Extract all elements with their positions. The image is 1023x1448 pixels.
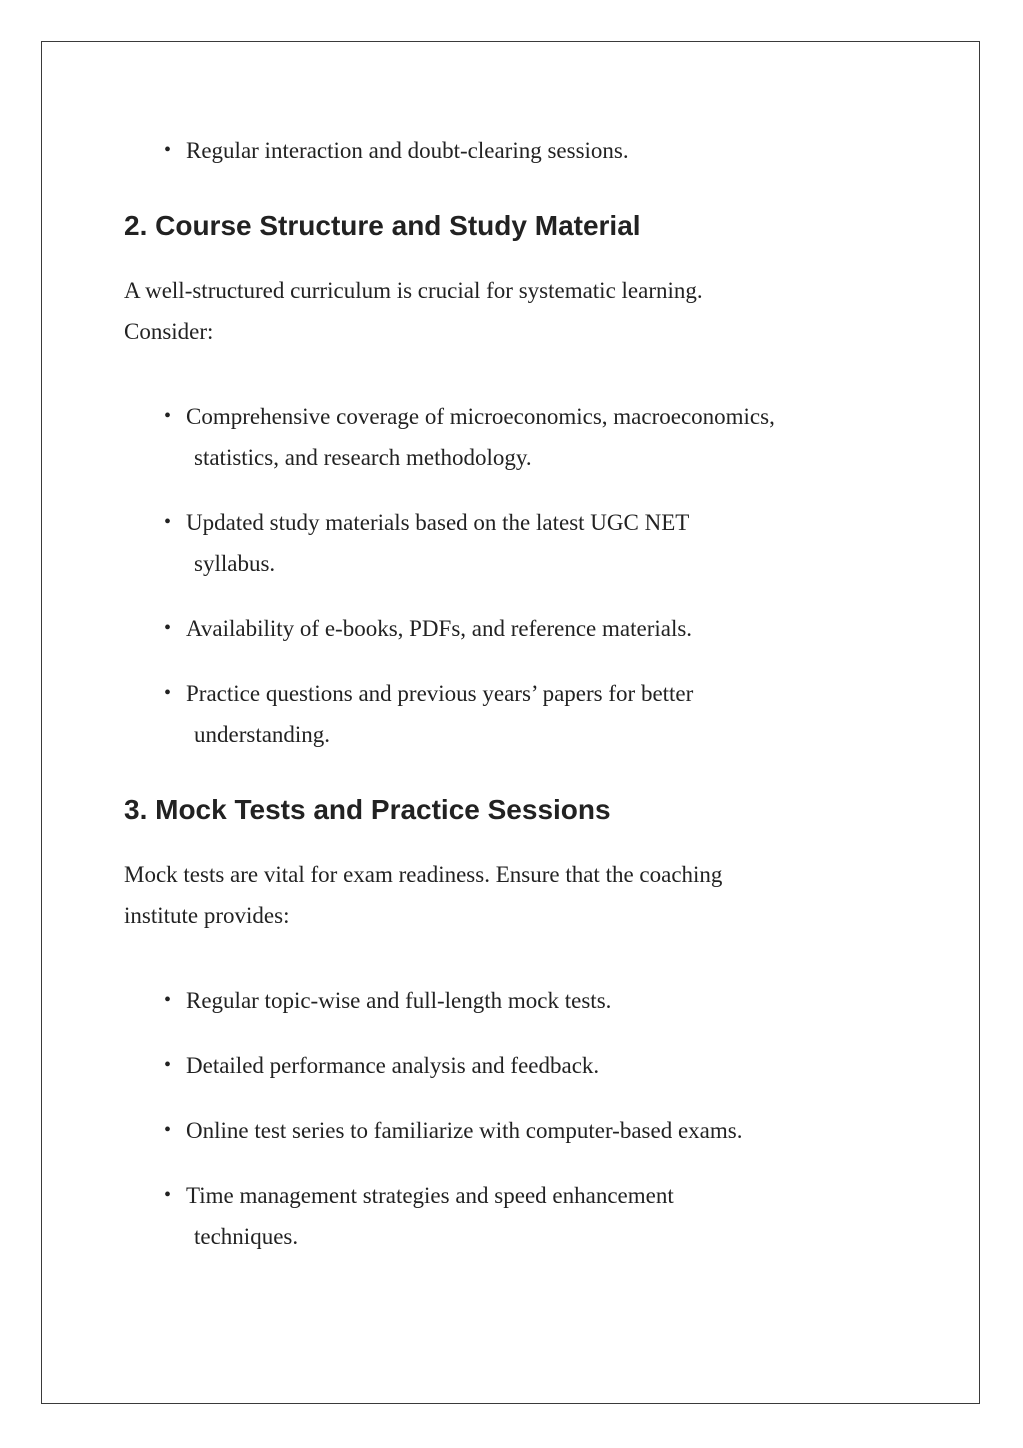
bullet-icon: • (164, 1054, 172, 1076)
list-item-text: Online test series to familiarize with computer-based exams. (186, 1118, 743, 1143)
list-item (124, 980, 914, 1021)
list-item-text: understanding. (194, 722, 331, 747)
bullet-icon: • (164, 1184, 172, 1206)
list-item (124, 1110, 914, 1151)
section-intro-line: Mock tests are vital for exam readiness. Ensure that the coaching (124, 862, 723, 887)
list-item (124, 396, 914, 478)
bullet-icon: • (164, 139, 172, 161)
bullet-icon: • (164, 1119, 172, 1141)
section-intro (124, 270, 884, 352)
list-item-text: Time management strategies and speed enhancement (186, 1183, 674, 1208)
bullet-icon: • (164, 511, 172, 533)
list-item-text: Comprehensive coverage of microeconomics, macroeconomics, (186, 404, 775, 429)
list-item-text: Practice questions and previous years’ papers for better (186, 681, 694, 706)
list-item-text: Regular interaction and doubt-clearing sessions. (186, 138, 629, 163)
list-item-text: Detailed performance analysis and feedback. (186, 1053, 600, 1078)
section-heading: 3. Mock Tests and Practice Sessions (124, 794, 611, 825)
bullet-icon: • (164, 405, 172, 427)
list-item (124, 1175, 914, 1257)
bullet-icon: • (164, 617, 172, 639)
list-item (124, 502, 914, 584)
list-item-text: Regular topic-wise and full-length mock tests. (186, 988, 612, 1013)
section-intro-line: Consider: (124, 319, 214, 344)
list-item (124, 673, 914, 755)
section-intro-line: A well-structured curriculum is crucial for systematic learning. (124, 278, 703, 303)
list-item-text: statistics, and research methodology. (194, 445, 532, 470)
list-item (124, 130, 914, 171)
section-intro (124, 854, 884, 936)
bullet-icon: • (164, 989, 172, 1011)
list-item-text: syllabus. (194, 551, 276, 576)
section-intro-line: institute provides: (124, 903, 290, 928)
list-item (124, 1045, 914, 1086)
list-item (124, 608, 914, 649)
list-item-text: Updated study materials based on the latest UGC NET (186, 510, 690, 535)
list-item-text: Availability of e-books, PDFs, and reference materials. (186, 616, 693, 641)
list-item-text: techniques. (194, 1224, 299, 1249)
section-heading: 2. Course Structure and Study Material (124, 210, 641, 241)
bullet-icon: • (164, 682, 172, 704)
